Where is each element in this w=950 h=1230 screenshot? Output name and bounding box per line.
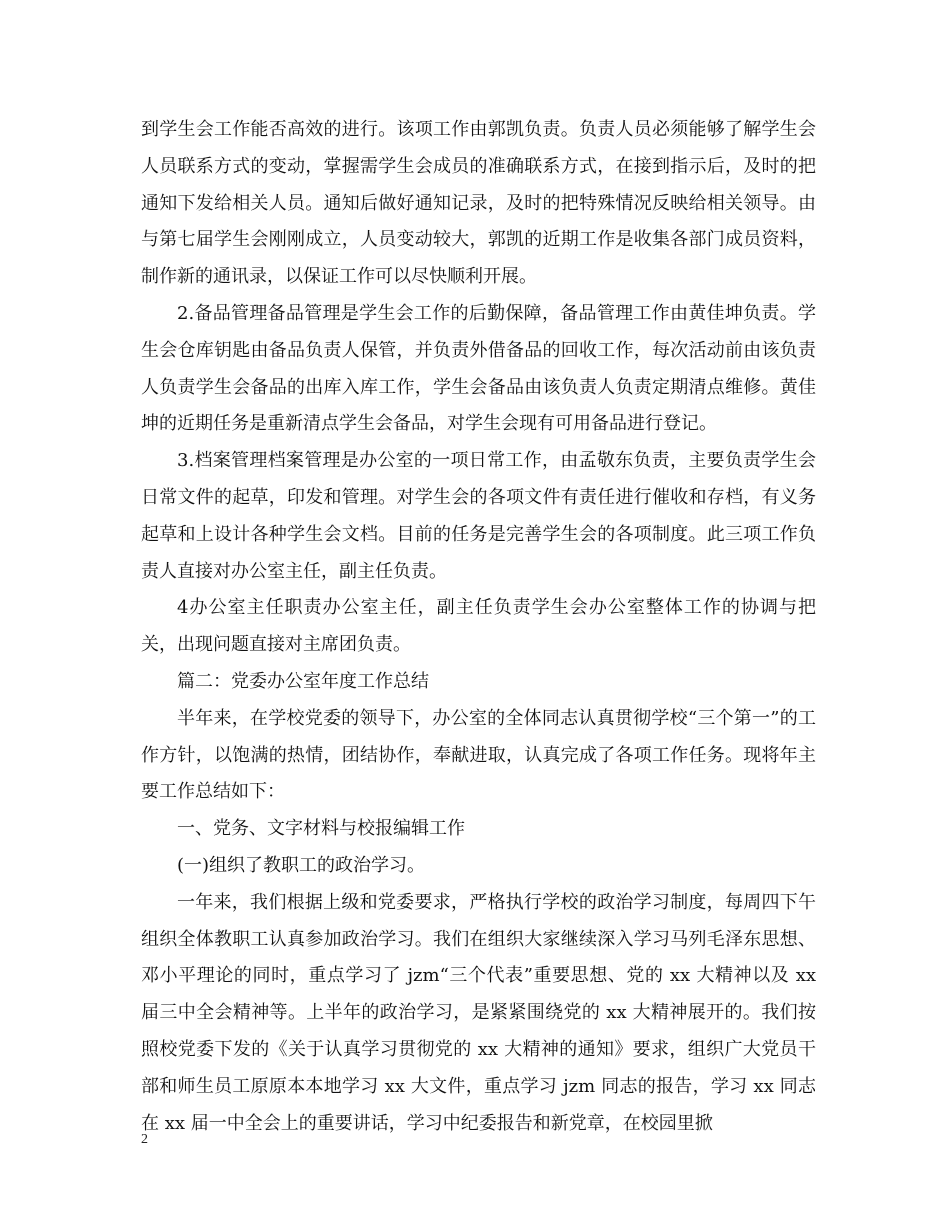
section-heading-part-two: 篇二：党委办公室年度工作总结 bbox=[177, 670, 429, 692]
paragraph-9: 一年来，我们根据上级和党委要求，严格执行学校的政治学习制度，每周四下午组织全体教职工认真参加政治学习。我们在组织大家继续深入学习马列毛泽东思想、邓小平理论的同时，重点学习了 jzm“三个代表”重要思想、党的 xx 大精神以及 xx 届三中全会精神等。上半年的政治学习，是紧紧围绕党的 xx 大精神展开的。我们按照校党委下发的《关于认真学习贯彻党的 xx 大精神的通知》要求，组织广大党员干部和师生员工原原本本地学习 xx 大文件，重点学习 jzm 同志的报告，学习 xx 同志在 xx 届一中全会上的重要讲话，学习中纪委报告和新党章，在校园里掀 bbox=[141, 891, 816, 1134]
paragraph-6: 半年来，在学校党委的领导下，办公室的全体同志认真贯彻学校“三个第一”的工作方针，以饱满的热情，团结协作，奉献进取，认真完成了各项工作任务。现将年主要工作总结如下： bbox=[141, 707, 816, 803]
section-heading-one: 一、党务、文字材料与校报编辑工作 bbox=[177, 818, 465, 840]
page-number: 2 bbox=[141, 1132, 148, 1147]
subsection-heading-one: (一)组织了教职工的政治学习。 bbox=[177, 854, 426, 876]
paragraph-3: 3.档案管理档案管理是办公室的一项日常工作，由孟敬东负责，主要负责学生会日常文件的起草，印发和管理。对学生会的各项文件有责任进行催收和存档，有义务起草和上设计各种学生会文档。目前的任务是完善学生会的各项制度。此三项工作负责人直接对办公室主任，副主任负责。 bbox=[141, 450, 816, 582]
paragraph-4: 4办公室主任职责办公室主任，副主任负责学生会办公室整体工作的协调与把关，出现问题直接对主席团负责。 bbox=[141, 597, 816, 656]
paragraph-1: 到学生会工作能否高效的进行。该项工作由郭凯负责。负责人员必须能够了解学生会人员联系方式的变动，掌握需学生会成员的准确联系方式，在接到指示后，及时的把通知下发给相关人员。通知后做好通知记录，及时的把特殊情况反映给相关领导。由与第七届学生会刚刚成立，人员变动较大，郭凯的近期工作是收集各部门成员资料，制作新的通讯录，以保证工作可以尽快顺利开展。 bbox=[141, 119, 816, 288]
document-body bbox=[141, 112, 816, 1142]
paragraph-2: 2.备品管理备品管理是学生会工作的后勤保障，备品管理工作由黄佳坤负责。学生会仓库钥匙由备品负责人保管，并负责外借备品的回收工作，每次活动前由该负责人负责学生会备品的出库入库工作，学生会备品由该负责人负责定期清点维修。黄佳坤的近期任务是重新清点学生会备品，对学生会现有可用备品进行登记。 bbox=[141, 302, 816, 435]
